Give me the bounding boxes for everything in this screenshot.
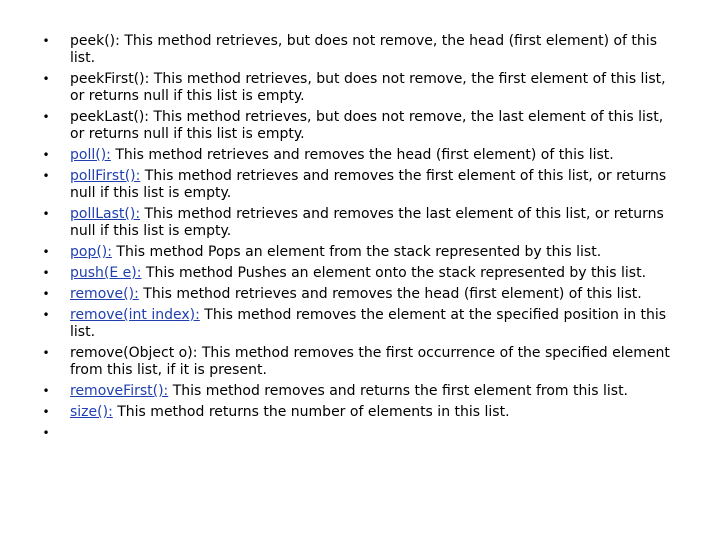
bullet: • — [42, 384, 50, 398]
method-description: This method removes the element at the specified position in this list. — [70, 307, 667, 340]
method-name: peekFirst(): — [70, 71, 150, 87]
bullet: • — [42, 169, 50, 183]
list-item — [0, 404, 720, 421]
method-name: peek(): — [70, 33, 120, 49]
list-item — [0, 71, 720, 105]
list-item — [0, 286, 720, 303]
bullet: • — [42, 245, 50, 259]
method-description: This method retrieves and removes the head (first element) of this list. — [138, 286, 642, 302]
method-link-polllast[interactable]: pollLast(): — [70, 206, 141, 222]
method-description: This method retrieves and removes the last element of this list, or returns null if this list is empty. — [70, 206, 664, 239]
method-description: This method retrieves, but does not remove, the head (first element) of this list. — [70, 33, 657, 66]
list-item — [0, 206, 720, 240]
list-item — [0, 265, 720, 282]
method-description: This method retrieves and removes the first element of this list, or returns null if this list is empty. — [70, 168, 667, 201]
list-item — [0, 383, 720, 400]
list-item — [0, 109, 720, 143]
bullet: • — [42, 287, 50, 301]
method-link-remove-index[interactable]: remove(int index): — [70, 307, 200, 323]
method-description: This method returns the number of elements in this list. — [112, 404, 510, 420]
method-name: remove(Object o): — [70, 345, 198, 361]
method-list — [0, 33, 720, 440]
bullet: • — [42, 110, 50, 124]
bullet: • — [42, 308, 50, 322]
list-item — [0, 307, 720, 341]
list-item — [0, 244, 720, 261]
method-link-pop[interactable]: pop(): — [70, 244, 112, 260]
bullet: • — [42, 72, 50, 86]
bullet: • — [42, 207, 50, 221]
method-description: This method removes the first occurrence of the specified element from this list, if it is present. — [70, 345, 670, 378]
bullet: • — [42, 148, 50, 162]
method-link-pollfirst[interactable]: pollFirst(): — [70, 168, 141, 184]
bullet: • — [42, 426, 50, 440]
method-link-push[interactable]: push(E e): — [70, 265, 142, 281]
method-description: This method Pushes an element onto the stack represented by this list. — [141, 265, 647, 281]
method-description: This method removes and returns the first element from this list. — [168, 383, 629, 399]
method-name: peekLast(): — [70, 109, 150, 125]
method-link-poll[interactable]: poll(): — [70, 147, 111, 163]
list-item — [0, 345, 720, 379]
bullet: • — [42, 346, 50, 360]
method-link-size[interactable]: size(): — [70, 404, 113, 420]
method-description: This method retrieves, but does not remove, the last element of this list, or returns null if this list is empty. — [70, 109, 664, 142]
list-item — [0, 168, 720, 202]
bullet: • — [42, 266, 50, 280]
method-description: This method retrieves, but does not remove, the first element of this list, or returns null if this list is empty. — [70, 71, 666, 104]
method-description: This method retrieves and removes the head (first element) of this list. — [110, 147, 614, 163]
bullet: • — [42, 34, 50, 48]
method-description: This method Pops an element from the stack represented by this list. — [111, 244, 602, 260]
list-item — [0, 147, 720, 164]
list-item — [0, 33, 720, 67]
bullet: • — [42, 405, 50, 419]
method-link-removefirst[interactable]: removeFirst(): — [70, 383, 169, 399]
method-link-remove[interactable]: remove(): — [70, 286, 139, 302]
